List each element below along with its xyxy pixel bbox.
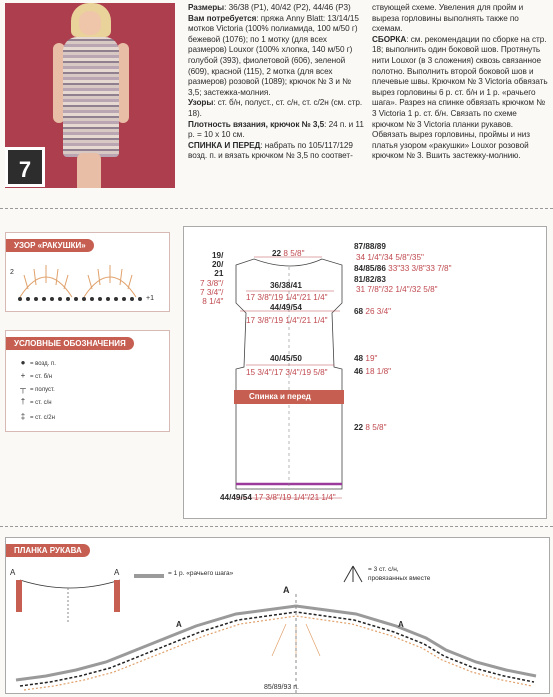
right-81-cm: 81/82/83 — [354, 275, 386, 284]
chest-width-in: 17 3/8"/19 1/4"/21 1/4" — [246, 316, 328, 325]
chart-letter-a-top: A — [283, 585, 290, 595]
sleeve-stitch-count: 85/89/93 п. — [264, 684, 299, 691]
heading-back-front: СПИНКА И ПЕРЕД — [188, 140, 261, 150]
right-34: 34 1/4"/34 5/8"/35" — [356, 253, 424, 262]
legend-cluster: = 3 ст. с/н, — [368, 566, 399, 573]
legend-chain — [16, 358, 56, 367]
bust-width — [270, 281, 302, 290]
instructions-column-1 — [188, 3, 366, 162]
cluster-icon — [342, 564, 364, 584]
heading-assembly: СБОРКА — [372, 34, 407, 44]
right-22-in: 8 5/8" — [365, 423, 387, 432]
right-84 — [354, 264, 452, 273]
tr-icon: ‡ — [20, 412, 26, 421]
instructions-column-2 — [372, 3, 550, 162]
bottom-cm: 44/49/54 — [220, 493, 252, 502]
text-continued: ствующей схеме. Увеления для пройм и выреза горловины выполнять также по схемам. — [372, 3, 524, 34]
back-front-schema — [183, 226, 547, 519]
schema-caption: Спинка и перед — [249, 392, 311, 401]
slip-icon: ┬ — [20, 384, 26, 393]
left-heights-in — [200, 279, 223, 306]
right-81 — [354, 275, 386, 284]
right-46 — [354, 367, 391, 376]
shell-row-1: +1 — [146, 295, 154, 302]
right-22 — [354, 423, 387, 432]
legend-cluster-2: провязанных вместе — [368, 575, 431, 582]
shell-pattern-box — [5, 232, 170, 312]
left-in-1: 7 3/4"/ — [200, 288, 224, 297]
left-in-2: 8 1/4" — [202, 297, 224, 306]
shell-pattern-chart — [6, 259, 169, 309]
right-46-in: 18 1/8" — [365, 367, 392, 376]
left-h-2: 21 — [214, 269, 224, 278]
top-width-cm: 22 — [272, 249, 282, 258]
left-heights — [212, 251, 223, 278]
right-68-cm: 68 — [354, 307, 364, 316]
left-h-1: 20/ — [212, 260, 224, 269]
legend-title: УСЛОВНЫЕ ОБОЗНАЧЕНИЯ — [6, 337, 134, 350]
legend-sc — [16, 371, 52, 380]
heading-patterns: Узоры — [188, 98, 214, 108]
sleeve-chart — [6, 594, 549, 694]
top-width — [272, 249, 305, 258]
right-68 — [354, 307, 391, 316]
right-31: 31 7/8"/32 1/4"/32 5/8" — [356, 285, 438, 294]
left-h-0: 19/ — [212, 251, 224, 260]
right-87 — [354, 242, 386, 251]
text-back-front: : набрать по 105/117/129 возд. п. и вязать крючком № 3,5 по соответ- — [188, 140, 353, 161]
sleeve-band-box — [5, 537, 550, 694]
chart-letter-a-right: A — [398, 620, 404, 629]
page-number-badge: 7 — [5, 147, 45, 187]
chest-cm: 44/49/54 — [270, 303, 302, 312]
left-in-0: 7 3/8"/ — [200, 279, 224, 288]
photo-dress — [63, 37, 119, 157]
divider-top — [0, 208, 553, 209]
right-68-in: 26 3/4" — [365, 307, 392, 316]
text-gauge: : 24 п. и 11 р. = 10 х 10 см. — [188, 119, 364, 140]
waist-cm: 40/45/50 — [270, 354, 302, 363]
text-assembly: : см. рекомендации по сборке на стр. 18; выполнить один боковой шов. Протянуть нити Louxor (в 3 сложения) сквозь связанное полотно. Выполнить второй боковой шов и плечевые швы. Крючком № 3 Victoria обвязать вырез горловины 6 р. ст. б/н и 1 р. «рачьего шага». Разрез на спинке обвязать крючком № 3 Victoria 1 р. ст. б/н. Связать по схеме крючком № 3 Victoria планки рукавов. Обвязать вырез горловины, проймы и низ платья узором «ракушки» Louxor розовой крючком № 3. Вшить застежку-молнию. — [372, 34, 548, 161]
chain-icon: ● — [20, 358, 26, 367]
bust-width-in: 17 3/8"/19 1/4"/21 1/4" — [246, 293, 328, 302]
photo-face — [79, 11, 101, 35]
legend-chain-label: = возд. п. — [30, 361, 56, 367]
legend-dc — [16, 397, 52, 406]
waist-width-in: 15 3/4"/17 3/4"/19 5/8" — [246, 368, 328, 377]
legend-crab-stitch: = 1 р. «рачьего шага» — [168, 570, 234, 577]
legend-sc-label: = ст. б/н — [30, 374, 53, 380]
text-sizes: : 36/38 (Р1), 40/42 (Р2), 44/46 (Р3) — [224, 3, 351, 12]
heading-sizes: Размеры — [188, 3, 225, 12]
heading-materials: Вам потребуется — [188, 13, 257, 23]
text-materials: : пряжа Anny Blatt: 13/14/15 мотков Victoria (100% полиамида, 100 м/50 г) бежевой (1076); по 1 мотку (для всех размеров) Louxor (100% хлопка, 140 м/50 г) голубой (393), фиолетовой (606), зеленой (609), красной (115), 2 мотка (для всех размеров) розовой (1089); крючок № 3 и № 3,5; застежка-молния. — [188, 13, 359, 97]
sleeve-letter-a-1: A — [10, 568, 16, 577]
right-48-in: 19" — [365, 354, 378, 363]
legend-dc-label: = ст. с/н — [30, 400, 52, 406]
sleeve-title: ПЛАНКА РУКАВА — [6, 544, 90, 557]
text-patterns: : ст. б/н, полуст., ст. с/н, ст. с/2н (см. стр. 18). — [188, 98, 363, 118]
sc-icon: + — [20, 371, 26, 380]
shell-row-2: 2 — [10, 269, 14, 276]
photo-legs — [77, 153, 101, 188]
right-84-in: 33"33 3/8"33 7/8" — [388, 264, 452, 273]
bottom-width — [220, 493, 336, 502]
legend-tr — [16, 412, 55, 421]
top-width-in: 8 5/8" — [283, 249, 305, 258]
bust-cm: 36/38/41 — [270, 281, 302, 290]
right-48 — [354, 354, 377, 363]
legend-slip — [16, 384, 55, 393]
right-22-cm: 22 — [354, 423, 364, 432]
legend-tr-label: = ст. с/2н — [30, 415, 55, 421]
divider-bottom — [0, 526, 553, 527]
right-46-cm: 46 — [354, 367, 364, 376]
legend-box — [5, 330, 170, 432]
chest-width — [270, 303, 302, 312]
sleeve-letter-a-2: A — [114, 568, 120, 577]
dc-icon: † — [20, 397, 26, 406]
right-84-cm: 84/85/86 — [354, 264, 386, 273]
right-48-cm: 48 — [354, 354, 364, 363]
crab-stitch-icon — [134, 572, 164, 580]
legend-slip-label: = полуст. — [30, 387, 55, 393]
bottom-in: 17 3/8"/19 1/4"/21 1/4" — [254, 493, 336, 502]
chart-letter-a-left: A — [176, 620, 182, 629]
waist-width — [270, 354, 302, 363]
right-87-cm: 87/88/89 — [354, 242, 386, 251]
shell-pattern-title: УЗОР «РАКУШКИ» — [6, 239, 94, 252]
heading-gauge: Плотность вязания, крючок № 3,5 — [188, 119, 325, 129]
